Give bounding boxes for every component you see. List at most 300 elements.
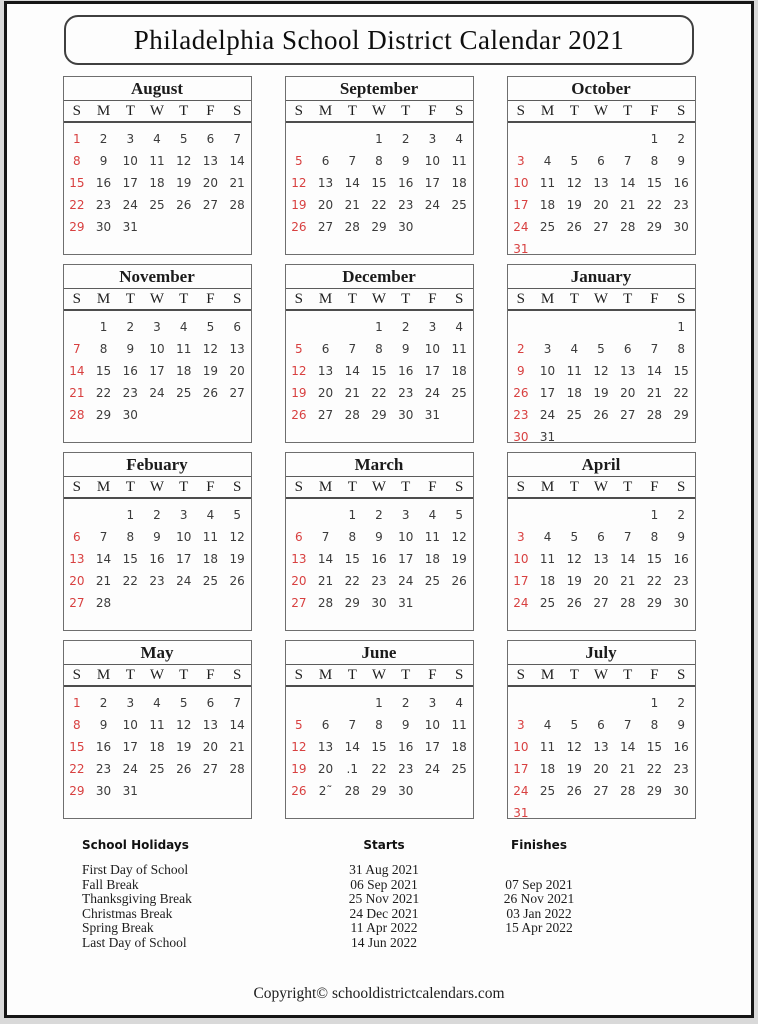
day-cell (614, 316, 641, 338)
day-cell (286, 316, 313, 338)
month-calendar-febuary (63, 452, 252, 631)
day-cell: 17 (513, 762, 529, 776)
day-cell: 19 (593, 386, 609, 400)
page-frame (4, 1, 754, 1018)
month-title: August (64, 77, 251, 101)
day-cell: 19 (566, 574, 582, 588)
day-cell: 10 (176, 530, 192, 544)
day-cell: 5 (295, 342, 303, 356)
day-cell: 28 (95, 596, 112, 610)
day-cell: 23 (95, 762, 112, 776)
day-cell (312, 316, 339, 338)
day-cell: 4 (455, 696, 463, 710)
month-calendar-december (285, 264, 474, 443)
day-cell: 14 (646, 364, 663, 378)
day-cell: 24 (149, 386, 165, 400)
day-cell: 18 (149, 176, 165, 190)
day-cell: 21 (620, 574, 636, 588)
day-cell: 23 (673, 198, 689, 212)
day-cell: 21 (95, 574, 112, 588)
day-cell: 27 (317, 220, 334, 234)
day-cell: 29 (371, 408, 387, 422)
day-cell: 6 (597, 530, 605, 544)
day-cell: 6 (597, 718, 605, 732)
day-header-cell: M (540, 666, 555, 683)
day-cell: 12 (291, 176, 307, 190)
day-cell: 26 (566, 596, 582, 610)
day-cell: 20 (202, 176, 219, 190)
day-header-cell: S (454, 290, 464, 307)
day-cell: 8 (650, 154, 659, 168)
day-cell: 22 (344, 574, 360, 588)
day-cell: 22 (122, 574, 138, 588)
day-cell (64, 316, 91, 338)
day-cell: 31 (513, 806, 529, 820)
day-cell: 29 (95, 408, 112, 422)
day-header-cell: T (623, 290, 633, 307)
day-cell: 28 (620, 596, 636, 610)
day-header-cell: T (401, 666, 411, 683)
day-cell: 11 (424, 530, 441, 544)
day-cell: 22 (69, 198, 85, 212)
day-header-cell: M (96, 478, 111, 495)
day-header-cell: W (593, 290, 609, 307)
day-cell: 11 (566, 364, 582, 378)
day-cell: 7 (348, 718, 357, 732)
day-cell: 31 (539, 430, 556, 444)
day-cell (144, 404, 171, 426)
day-cell: 31 (122, 784, 138, 798)
day-cell: 18 (566, 386, 582, 400)
day-cell (588, 238, 615, 260)
day-header-cell: S (72, 102, 82, 119)
day-header-cell: T (401, 478, 411, 495)
day-cell: 1 (73, 132, 81, 146)
day-cell: 31 (122, 220, 138, 234)
day-cell: 28 (620, 784, 636, 798)
day-cell: 13 (202, 718, 219, 732)
day-cell: 22 (69, 762, 85, 776)
day-cell: 24 (513, 596, 529, 610)
day-cell: 12 (593, 364, 609, 378)
day-cell (144, 592, 171, 614)
day-cell: 30 (513, 430, 529, 444)
day-cell: 3 (179, 508, 188, 522)
day-cell: 15 (344, 552, 360, 566)
day-cell: 2 (677, 132, 685, 146)
month-calendar-september (285, 76, 474, 255)
day-cell: 27 (620, 408, 636, 422)
holidays-header-name: School Holidays (82, 838, 189, 852)
month-calendar-may (63, 640, 252, 819)
day-cell: 16 (673, 740, 689, 754)
day-cell: 9 (677, 718, 685, 732)
day-cell: 19 (291, 386, 307, 400)
day-cell: 3 (543, 342, 552, 356)
day-cell: 20 (317, 762, 334, 776)
day-cell: 10 (513, 176, 529, 190)
holidays-table (82, 838, 627, 950)
holidays-header-starts: Starts (363, 838, 405, 852)
day-cell: 4 (153, 696, 161, 710)
holiday-name: First Day of School (82, 862, 189, 877)
day-cell: 24 (513, 220, 529, 234)
day-cell: 16 (398, 740, 414, 754)
day-cell: 28 (229, 762, 245, 776)
day-cell: 5 (597, 342, 605, 356)
day-header-cell: F (428, 102, 437, 119)
day-cell: 25 (566, 408, 582, 422)
holiday-starts: 11 Apr 2022 (350, 920, 418, 935)
day-cell: 21 (620, 198, 636, 212)
day-cell: 28 (344, 220, 360, 234)
day-cell (224, 216, 251, 238)
day-cell: 12 (176, 718, 192, 732)
day-cell (419, 592, 446, 614)
day-cell: 23 (398, 762, 414, 776)
day-cell: 21 (317, 574, 334, 588)
day-header-cell: W (593, 478, 609, 495)
day-cell: 2 (401, 696, 410, 710)
day-cell: 5 (179, 132, 188, 146)
month-calendar-november (63, 264, 252, 443)
holiday-starts: 06 Sep 2021 (350, 876, 418, 892)
day-cell: 22 (371, 386, 387, 400)
day-cell (614, 504, 641, 526)
day-cell: 10 (149, 342, 165, 356)
day-cell: 10 (122, 718, 138, 732)
day-cell: 24 (539, 408, 556, 422)
day-cell: 30 (371, 596, 387, 610)
day-cell: 26 (513, 386, 529, 400)
day-cell (64, 504, 91, 526)
day-cell: 18 (451, 364, 467, 378)
day-cell: 2 (99, 696, 108, 710)
day-cell: 29 (69, 220, 85, 234)
day-cell: 1 (99, 320, 108, 334)
day-cell: 19 (566, 762, 582, 776)
day-cell: 26 (566, 220, 582, 234)
day-header-cell: T (125, 666, 135, 683)
holiday-finishes (459, 863, 619, 878)
day-of-week-row (64, 101, 251, 123)
day-header-cell: F (428, 290, 437, 307)
day-cell: 29 (646, 596, 663, 610)
day-cell: 19 (451, 552, 467, 566)
day-cell: 29 (69, 784, 85, 798)
day-cell: 1 (375, 320, 383, 334)
day-cell: 27 (593, 220, 609, 234)
day-cell: 2 (153, 508, 161, 522)
day-cell: 18 (149, 740, 165, 754)
day-cell: 30 (673, 596, 689, 610)
day-header-cell: S (72, 478, 82, 495)
day-cell: 20 (202, 740, 219, 754)
day-cell (446, 216, 473, 238)
day-cell: 27 (593, 784, 609, 798)
day-header-cell: S (676, 290, 686, 307)
month-title: December (286, 265, 473, 289)
day-cell (561, 802, 588, 824)
day-cell (312, 692, 339, 714)
day-cell: 18 (202, 552, 219, 566)
day-cell: 10 (539, 364, 556, 378)
day-cell: 13 (317, 740, 334, 754)
day-cell: 4 (206, 508, 215, 522)
day-cell: 17 (424, 740, 441, 754)
day-cell: 1 (650, 132, 659, 146)
day-cell: 5 (295, 154, 303, 168)
day-cell: 22 (673, 386, 689, 400)
day-cell: 22 (646, 574, 663, 588)
day-header-cell: T (623, 478, 633, 495)
day-cell: 2 (375, 508, 383, 522)
day-cell: 4 (153, 132, 161, 146)
day-cell (286, 504, 313, 526)
holiday-name: Last Day of School (82, 934, 187, 950)
day-cell (419, 216, 446, 238)
day-cell: 11 (149, 154, 165, 168)
day-cell: 5 (570, 530, 579, 544)
month-dates-grid (508, 687, 695, 824)
day-cell (561, 316, 588, 338)
day-cell: 19 (176, 176, 192, 190)
day-cell: 1 (73, 696, 81, 710)
day-header-cell: W (149, 290, 165, 307)
month-dates-grid (286, 123, 473, 238)
day-header-cell: T (125, 290, 135, 307)
day-header-cell: M (96, 290, 111, 307)
day-cell: 8 (375, 342, 383, 356)
month-calendar-october (507, 76, 696, 255)
day-cell: 9 (126, 342, 135, 356)
day-cell (339, 692, 366, 714)
day-cell: 13 (202, 154, 219, 168)
day-header-cell: S (294, 666, 304, 683)
day-cell: 10 (398, 530, 414, 544)
day-header-cell: F (206, 478, 215, 495)
day-cell: 28 (229, 198, 245, 212)
day-header-cell: S (516, 478, 526, 495)
day-cell: 17 (122, 176, 138, 190)
day-cell: 26 (451, 574, 467, 588)
day-cell: 5 (570, 154, 579, 168)
holiday-finishes: 07 Sep 2021 (505, 876, 573, 892)
day-cell: 3 (517, 718, 525, 732)
day-of-week-row (286, 477, 473, 499)
day-cell: 30 (398, 220, 414, 234)
day-cell (668, 802, 695, 824)
day-cell: 30 (122, 408, 138, 422)
day-header-cell: S (516, 102, 526, 119)
day-cell: 19 (176, 740, 192, 754)
day-cell: 20 (291, 574, 307, 588)
day-cell: 15 (69, 740, 85, 754)
day-cell: 10 (122, 154, 138, 168)
day-cell: 26 (291, 408, 307, 422)
day-header-cell: W (149, 478, 165, 495)
day-header-cell: T (179, 666, 189, 683)
day-header-cell: F (206, 290, 215, 307)
day-header-cell: T (569, 102, 579, 119)
day-cell: 11 (539, 552, 556, 566)
day-cell (170, 404, 197, 426)
day-cell (170, 216, 197, 238)
day-cell: 26 (291, 784, 307, 798)
day-cell: 6 (206, 696, 215, 710)
day-cell: 8 (650, 530, 659, 544)
day-cell (534, 316, 561, 338)
day-header-cell: F (650, 102, 659, 119)
holiday-finishes (459, 936, 619, 951)
day-cell: 8 (650, 718, 659, 732)
day-of-week-row (508, 665, 695, 687)
day-cell: 25 (451, 762, 467, 776)
day-header-cell: M (96, 102, 111, 119)
day-cell: 14 (69, 364, 85, 378)
day-cell: 21 (344, 198, 360, 212)
day-cell: 22 (371, 198, 387, 212)
day-cell: 30 (398, 408, 414, 422)
day-cell: 13 (69, 552, 85, 566)
day-cell: 20 (317, 386, 334, 400)
day-cell: 14 (229, 718, 245, 732)
day-cell: 18 (539, 574, 556, 588)
day-cell: 30 (673, 784, 689, 798)
day-cell: 16 (673, 552, 689, 566)
day-cell: 17 (176, 552, 192, 566)
day-cell: 12 (291, 740, 307, 754)
day-cell: 4 (455, 132, 463, 146)
day-cell: 22 (95, 386, 112, 400)
day-cell: 7 (623, 530, 632, 544)
day-of-week-row (286, 289, 473, 311)
day-cell: 11 (451, 718, 467, 732)
day-cell: 2 (99, 132, 108, 146)
day-cell (588, 802, 615, 824)
day-cell: 20 (593, 762, 609, 776)
day-cell (144, 780, 171, 802)
month-title: April (508, 453, 695, 477)
month-title: January (508, 265, 695, 289)
day-cell: 31 (513, 242, 529, 256)
day-cell: 10 (424, 154, 441, 168)
day-header-cell: T (347, 290, 357, 307)
day-cell: 25 (539, 220, 556, 234)
day-cell: 3 (153, 320, 161, 334)
day-cell: 8 (99, 342, 108, 356)
day-cell: 24 (176, 574, 192, 588)
day-cell: 13 (291, 552, 307, 566)
day-cell: 1 (375, 132, 383, 146)
day-cell: 11 (202, 530, 219, 544)
day-cell: 8 (348, 530, 357, 544)
day-cell: 4 (179, 320, 188, 334)
day-cell: 15 (371, 740, 387, 754)
day-cell: 1 (126, 508, 135, 522)
day-header-cell: F (428, 478, 437, 495)
day-cell: 11 (451, 154, 467, 168)
day-cell: 20 (593, 574, 609, 588)
day-cell (641, 238, 668, 260)
day-cell: 11 (176, 342, 192, 356)
day-cell: 2 (517, 342, 525, 356)
day-header-cell: T (347, 666, 357, 683)
month-dates-grid (508, 499, 695, 614)
day-cell: 15 (673, 364, 689, 378)
day-cell: 9 (401, 718, 410, 732)
day-cell: 25 (149, 762, 165, 776)
holiday-finishes: 15 Apr 2022 (505, 920, 573, 935)
holiday-name: Fall Break (82, 876, 139, 892)
day-cell: 9 (677, 154, 685, 168)
day-cell: 6 (623, 342, 632, 356)
day-cell: 11 (149, 718, 165, 732)
day-cell: 5 (295, 718, 303, 732)
day-cell: 4 (570, 342, 579, 356)
day-cell (588, 692, 615, 714)
holiday-starts: 31 Aug 2021 (349, 862, 419, 877)
day-cell: 21 (344, 386, 360, 400)
day-cell: 23 (149, 574, 165, 588)
day-cell (197, 216, 224, 238)
month-dates-grid (286, 499, 473, 614)
day-cell: 6 (206, 132, 215, 146)
day-cell (197, 780, 224, 802)
holiday-finishes: 03 Jan 2022 (506, 905, 572, 921)
day-cell: 4 (543, 154, 552, 168)
day-cell: 14 (95, 552, 112, 566)
day-header-cell: M (540, 478, 555, 495)
day-cell: 19 (229, 552, 245, 566)
month-dates-grid (286, 311, 473, 426)
day-cell: 28 (69, 408, 85, 422)
day-of-week-row (64, 477, 251, 499)
day-cell: 23 (95, 198, 112, 212)
day-cell: 25 (451, 198, 467, 212)
day-cell: 6 (295, 530, 303, 544)
page-title: Philadelphia School District Calendar 2021 (133, 24, 625, 55)
day-cell: 26 (176, 198, 192, 212)
day-cell: 3 (401, 508, 410, 522)
day-cell (534, 692, 561, 714)
day-cell: 15 (95, 364, 112, 378)
day-cell: 29 (371, 784, 387, 798)
day-cell: 13 (593, 740, 609, 754)
month-dates-grid (64, 499, 251, 614)
day-cell: 7 (623, 718, 632, 732)
day-cell: 18 (176, 364, 192, 378)
day-cell (446, 592, 473, 614)
day-cell: 5 (570, 718, 579, 732)
day-cell: 1 (650, 508, 659, 522)
day-cell: 21 (229, 740, 245, 754)
day-cell: 4 (455, 320, 463, 334)
day-cell: 16 (398, 176, 414, 190)
month-dates-grid (64, 687, 251, 802)
day-cell (170, 780, 197, 802)
day-header-cell: M (318, 478, 333, 495)
day-cell: 17 (424, 176, 441, 190)
day-cell: 16 (371, 552, 387, 566)
day-cell: 27 (593, 596, 609, 610)
day-cell: 1 (348, 508, 357, 522)
day-cell: 6 (321, 718, 330, 732)
day-cell: 9 (375, 530, 383, 544)
day-header-cell: M (540, 290, 555, 307)
day-cell (534, 238, 561, 260)
day-cell: 26 (229, 574, 245, 588)
